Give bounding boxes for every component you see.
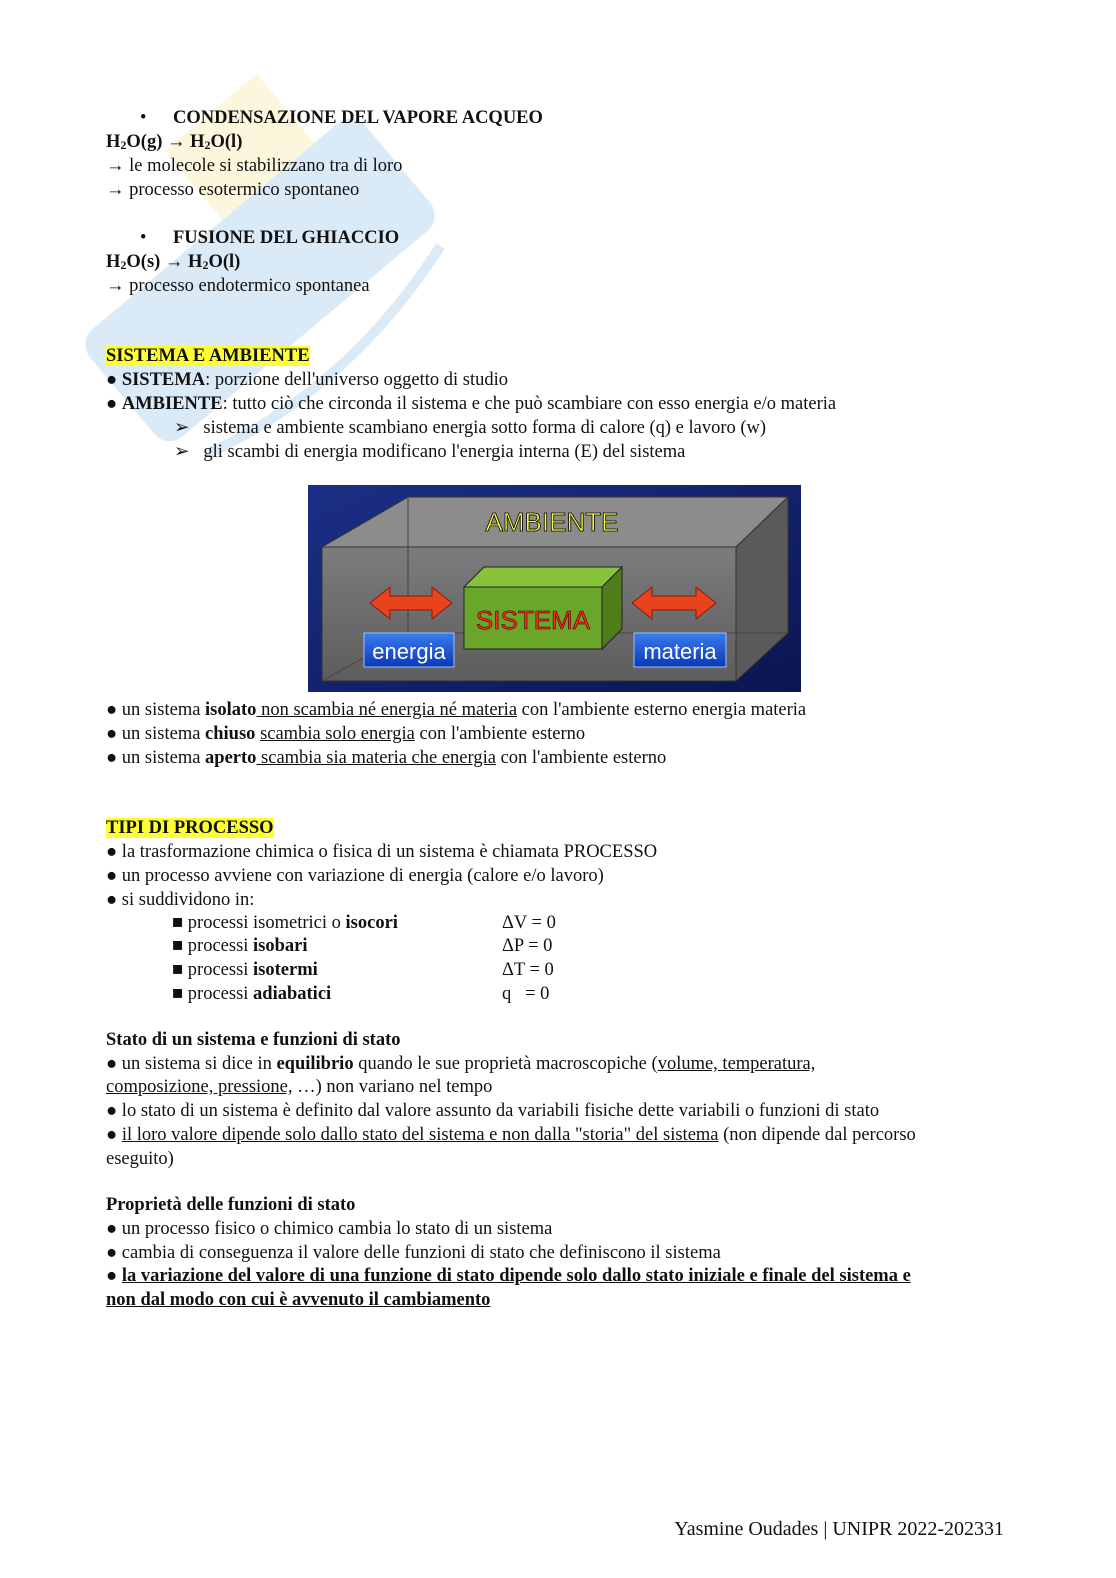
- process-equation: ΔV = 0: [502, 913, 556, 933]
- equation-condensation: $H_2O(g) \to H_2O(l)$: [106, 132, 243, 152]
- condensazione-title: CONDENSAZIONE DEL VAPORE ACQUEO: [173, 108, 543, 128]
- text-line: ● il loro valore dipende solo dallo stato del sistema e non dalla "storia" del sistema (non dipende dal percorso: [106, 1125, 916, 1145]
- text-line: ● un sistema chiuso scambia solo energia con l'ambiente esterno: [106, 724, 586, 744]
- process-equation: ΔP = 0: [502, 936, 553, 956]
- process-row: ■ processi isobari: [172, 936, 308, 956]
- text-line: eseguito): [106, 1149, 174, 1169]
- process-row: ■ processi adiabatici: [172, 984, 332, 1004]
- text-line: ● un processo avviene con variazione di energia (calore e/o lavoro): [106, 866, 604, 886]
- text-line: composizione, pressione, …) non variano nel tempo: [106, 1077, 493, 1097]
- text-line: ● SISTEMA: porzione dell'universo oggetto di studio: [106, 370, 508, 390]
- text-line: ● un sistema isolato non scambia né energia né materia con l'ambiente esterno energia materia: [106, 700, 807, 720]
- sub-bullet: ➢ gli scambi di energia modificano l'energia interna (E) del sistema: [174, 442, 686, 462]
- bullet-dot: •: [140, 228, 147, 248]
- text-line: ● un sistema si dice in equilibrio quando le sue proprietà macroscopiche (volume, temperatura,: [106, 1054, 816, 1074]
- sistema-ambiente-figure: [308, 485, 801, 692]
- equation-fusion: $H_2O(s) \to H_2O(l)$: [106, 252, 241, 272]
- text-line: → le molecole si stabilizzano tra di loro: [106, 156, 403, 176]
- heading-proprieta: Proprietà delle funzioni di stato: [106, 1195, 356, 1215]
- energia-label: energia: [372, 639, 446, 664]
- text-line: ● un sistema aperto scambia sia materia che energia con l'ambiente esterno: [106, 748, 667, 768]
- heading-tipi-processo: TIPI DI PROCESSO: [106, 818, 274, 838]
- text-line: → processo endotermico spontanea: [106, 276, 370, 296]
- text-line: non dal modo con cui è avvenuto il cambiamento: [106, 1290, 491, 1310]
- process-equation: ΔT = 0: [502, 960, 554, 980]
- process-row: ■ processi isometrici o isocori: [172, 913, 398, 933]
- text-line: ● si suddividono in:: [106, 890, 255, 910]
- heading-stato: Stato di un sistema e funzioni di stato: [106, 1030, 401, 1050]
- text-line: ● cambia di conseguenza il valore delle funzioni di stato che definiscono il sistema: [106, 1243, 721, 1263]
- text-line: ● la trasformazione chimica o fisica di un sistema è chiamata PROCESSO: [106, 842, 658, 862]
- process-equation: q = 0: [502, 984, 550, 1004]
- text-line: → processo esotermico spontaneo: [106, 180, 360, 200]
- process-row: ■ processi isotermi: [172, 960, 318, 980]
- ambiente-label: AMBIENTE: [485, 507, 619, 537]
- text-line: ● lo stato di un sistema è definito dal valore assunto da variabili fisiche dette variabili o funzioni di stato: [106, 1101, 880, 1121]
- text-line: ● un processo fisico o chimico cambia lo stato di un sistema: [106, 1219, 553, 1239]
- sistema-label: SISTEMA: [475, 605, 591, 635]
- text-line: ● la variazione del valore di una funzione di stato dipende solo dallo stato iniziale e finale del sistema e: [106, 1266, 911, 1286]
- page-footer: Yasmine Oudades | UNIPR 2022-202331: [674, 1518, 1004, 1540]
- text-line: ● AMBIENTE: tutto ciò che circonda il sistema e che può scambiare con esso energia e/o materia: [106, 394, 837, 414]
- bullet-dot: •: [140, 108, 147, 128]
- fusione-title: FUSIONE DEL GHIACCIO: [173, 228, 400, 248]
- heading-sistema-ambiente: SISTEMA E AMBIENTE: [106, 346, 310, 366]
- materia-label: materia: [643, 639, 717, 664]
- sub-bullet: ➢ sistema e ambiente scambiano energia sotto forma di calore (q) e lavoro (w): [174, 418, 767, 438]
